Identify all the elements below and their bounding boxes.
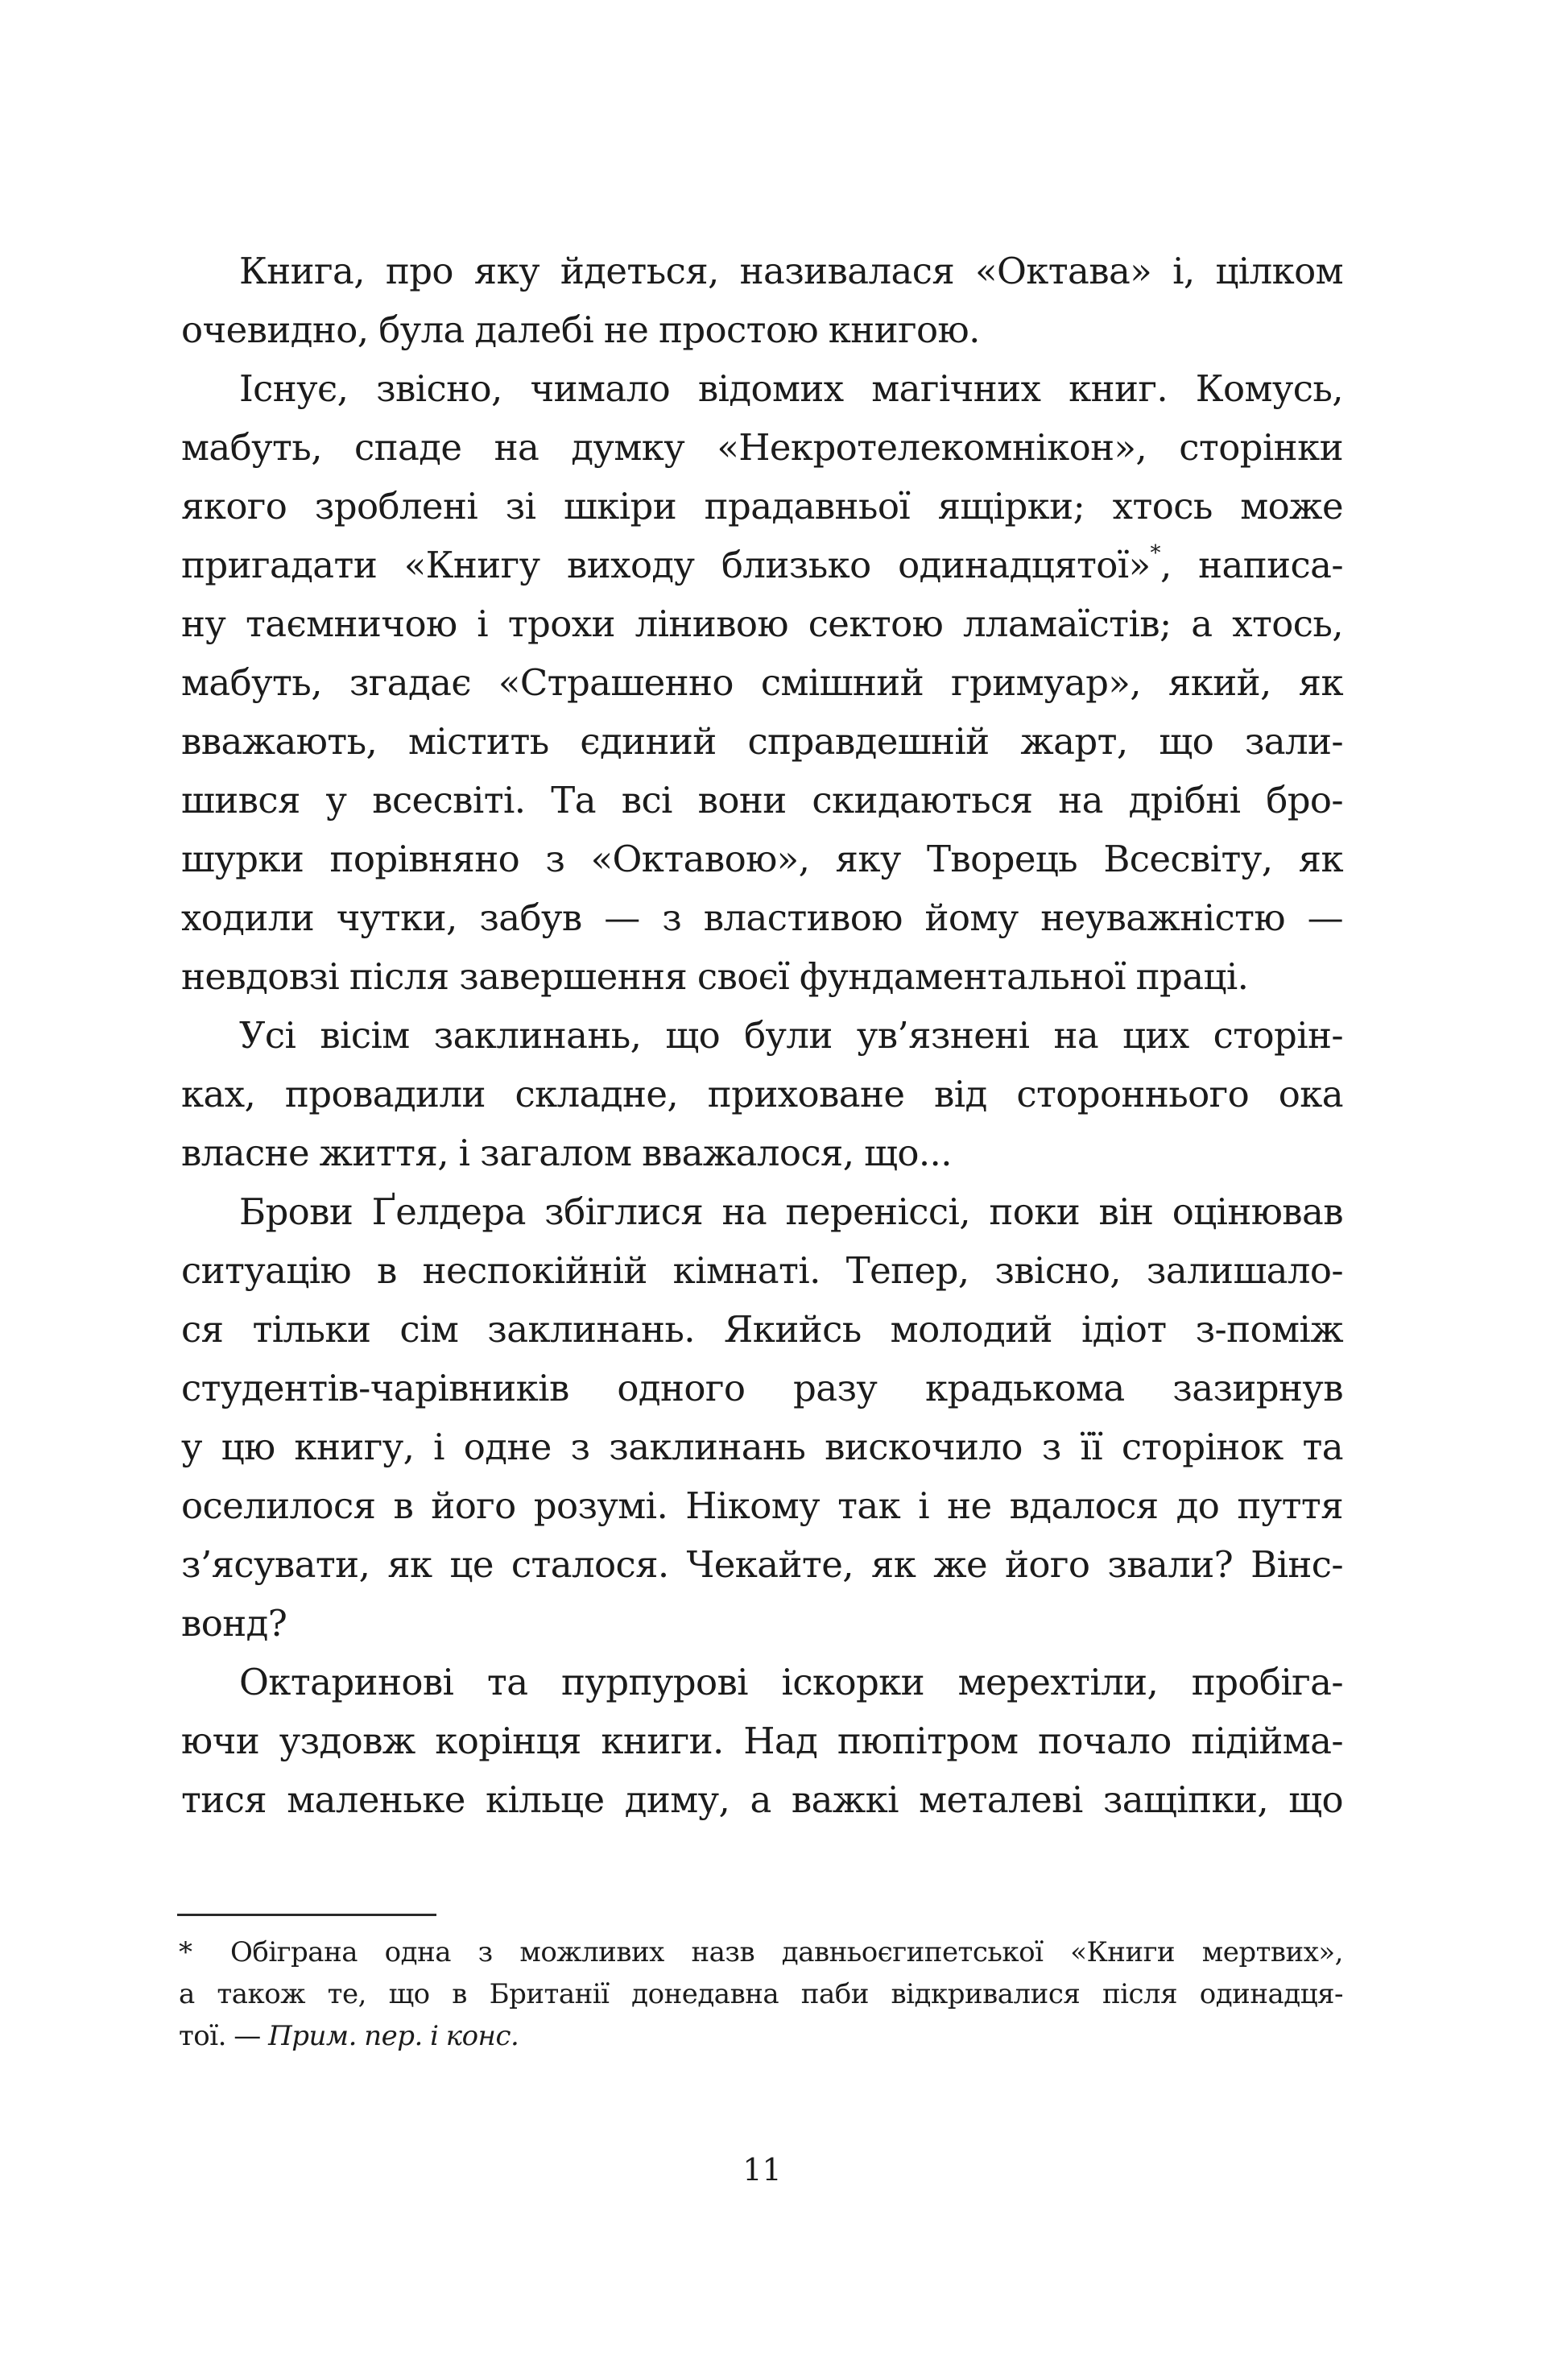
body-line: ситуацію в неспокійній кімнаті. Тепер, звісно, залишало-: [181, 1249, 1343, 1292]
footnote-line-last: [179, 2015, 1343, 2057]
body-line: ходили чутки, забув — з властивою йому неуважністю —: [181, 896, 1343, 939]
body-line: Усі вісім заклинань, що були ув’язнені на цих сторін-: [239, 1014, 1343, 1057]
body-line: мабуть, спаде на думку «Некротелекомнікон», сторінки: [181, 426, 1343, 469]
page-number: 11: [742, 2152, 782, 2188]
body-line: ках, провадили складне, приховане від стороннього ока: [181, 1073, 1343, 1115]
body-line: студентів-чарівників одного разу крадькома зазирнув: [181, 1367, 1343, 1409]
body-line-with-footnote-ref: [181, 536, 1343, 594]
body-line: вважають, містить єдиний справдешній жарт, що зали-: [181, 720, 1343, 763]
body-line: очевидно, була далебі не простою книгою.: [181, 308, 980, 351]
body-line: мабуть, згадає «Страшенно смішний гримуар», який, як: [181, 661, 1343, 704]
footnote-marker: *: [179, 1936, 192, 1968]
body-line: ну таємничою і трохи лінивою сектою лламаїстів; а хтось,: [181, 602, 1343, 645]
body-line: Брови Ґелдера збіглися на переніссі, поки він оцінював: [239, 1190, 1343, 1233]
body-line: ючи уздовж корінця книги. Над пюпітром почало підійма-: [181, 1720, 1343, 1762]
footnote-separator-rule: [177, 1914, 436, 1916]
body-line: власне життя, і загалом вважалося, що...: [181, 1132, 952, 1174]
body-line: шурки порівняно з «Октавою», яку Творець Всесвіту, як: [181, 838, 1343, 880]
body-line-text: пригадати «Книгу виходу близько одинадцятої»: [181, 544, 1151, 586]
body-line: Існує, звісно, чимало відомих магічних книг. Комусь,: [239, 367, 1343, 410]
body-line: шився у всесвіті. Та всі вони скидаються на дрібні бро-: [181, 779, 1343, 822]
body-line: якого зроблені зі шкіри прадавньої ящірки; хтось може: [181, 485, 1343, 528]
body-line: ся тільки сім заклинань. Якийсь молодий ідіот з-поміж: [181, 1308, 1343, 1351]
body-line: вонд?: [181, 1602, 287, 1645]
footnote-reference-marker[interactable]: *: [1150, 541, 1160, 565]
translator-note-attribution: Прим. пер. і конс.: [268, 2020, 519, 2052]
body-line: невдовзі після завершення своєї фундаментальної праці.: [181, 955, 1249, 998]
footnote-line: Обіграна одна з можливих назв давньоєгипетської «Книги мертвих»,: [230, 1936, 1343, 1968]
body-line: Книга, про яку йдеться, називалася «Октава» і, цілком: [239, 250, 1343, 292]
body-line: тися маленьке кільце диму, а важкі металеві защіпки, що: [181, 1778, 1343, 1821]
body-line: з’ясувати, як це сталося. Чекайте, як же його звали? Вінс-: [181, 1543, 1343, 1586]
body-line: оселилося в його розумі. Нікому так і не вдалося до пуття: [181, 1484, 1343, 1527]
footnote-line: а також те, що в Британії донедавна паби відкривалися після одинадця-: [179, 1978, 1343, 2010]
footnote-text: тої. —: [179, 2020, 269, 2052]
body-line-text-after: , написа-: [1160, 544, 1343, 586]
body-line: Октаринові та пурпурові іскорки мерехтіли, пробіга-: [239, 1661, 1343, 1703]
body-line: у цю книгу, і одне з заклинань вискочило з її сторінок та: [181, 1426, 1343, 1468]
